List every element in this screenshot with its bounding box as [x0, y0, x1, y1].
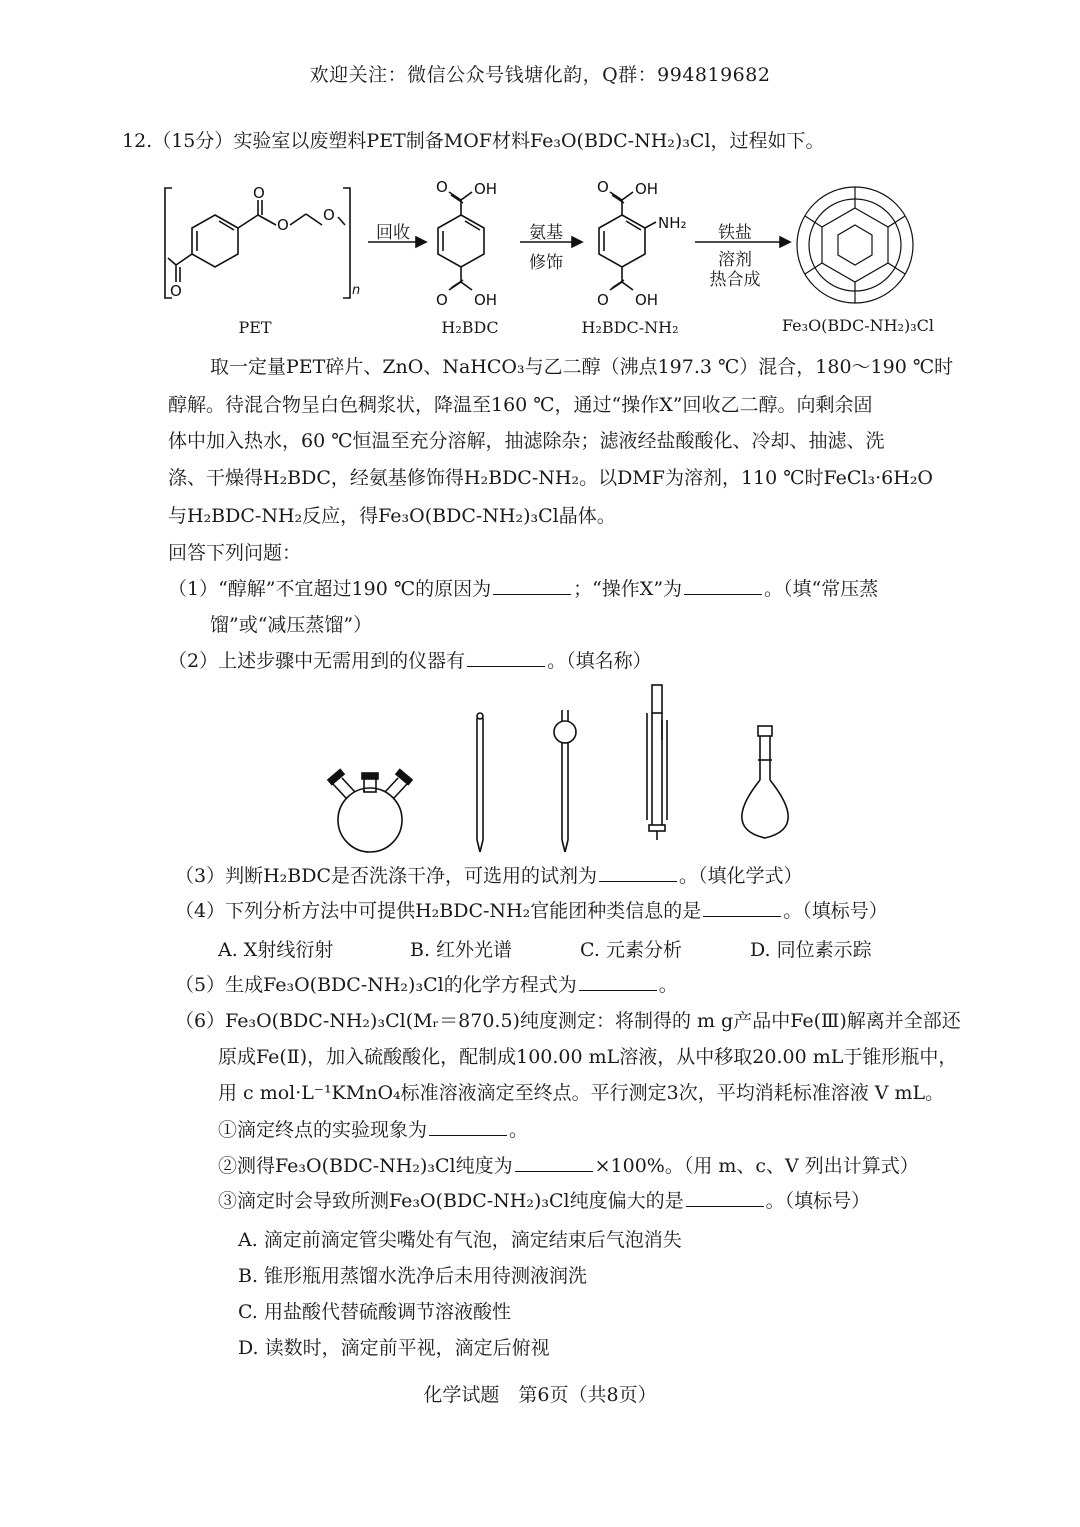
q6-sub3-text-b: 。（填标号）: [765, 1190, 871, 1212]
q6-sub1-blank[interactable]: [429, 1117, 507, 1136]
question-title: [122, 128, 825, 154]
paragraph-line-2: 醇解。待混合物呈白色稠浆状，降温至160 ℃，通过“操作X”回收乙二醇。向剩余固: [168, 394, 873, 416]
page-footer: 化学试题 第6页（共8页）: [423, 1384, 657, 1406]
q6-line-2: 原成Fe(Ⅱ)，加入硫酸酸化，配制成100.00 mL溶液，从中移取20.00 mL于锥形瓶中，: [218, 1046, 958, 1068]
q3-text-b: 。（填化学式）: [679, 865, 803, 887]
h2bdc-nh2-benzene-ring: [599, 215, 645, 267]
q2-blank[interactable]: [467, 648, 545, 667]
polymer-bracket-right: [343, 188, 350, 298]
q4-blank[interactable]: [703, 898, 781, 917]
label-mof: Fe₃O(BDC-NH₂)₃Cl: [781, 316, 935, 335]
q1-line-1: [168, 576, 878, 602]
question-intro: 实验室以废塑料PET制备MOF材料Fe₃O(BDC-NH₂)₃Cl，过程如下。: [233, 130, 825, 152]
atom-o: O: [277, 216, 289, 234]
q3-blank[interactable]: [599, 863, 677, 882]
q1-text-a: （1）“醇解”不宜超过190 ℃的原因为: [168, 578, 492, 600]
q6-line-3: 用 c mol·L⁻¹KMnO₄标准溶液滴定至终点。平行测定3次，平均消耗标准溶液 V mL。: [218, 1082, 945, 1104]
transfer-pipette-drawing: [554, 710, 576, 852]
q6-sub2-text-a: ②测得Fe₃O(BDC-NH₂)₃Cl纯度为: [218, 1155, 513, 1177]
measuring-pipette-drawing: [477, 713, 483, 852]
q4-option-d[interactable]: D. 同位素示踪: [750, 939, 872, 961]
q3-line: [175, 863, 803, 889]
q6-sub2-line: [218, 1153, 919, 1179]
label-h2bdc-nh2: H₂BDC-NH₂: [581, 318, 679, 337]
q6-option-d[interactable]: D. 读数时，滴定前平视，滴定后俯视: [238, 1337, 550, 1359]
q6-sub2-text-b: ×100%。（用 m、c、V 列出计算式）: [594, 1155, 919, 1177]
atom-o: O: [253, 184, 265, 202]
arrow2-label-top: 氨基: [529, 223, 563, 243]
q6-sub1-line: [218, 1117, 528, 1143]
atom-o: O: [170, 282, 182, 300]
q2-text-b: 。（填名称）: [547, 650, 652, 672]
pet-benzene-ring: [192, 215, 238, 267]
label-h2bdc: H₂BDC: [441, 318, 499, 337]
arrow3-label-top: 铁盐: [718, 223, 752, 243]
apparatus-row: [0, 680, 1080, 860]
arrow3-label-mid: 溶剂: [718, 250, 752, 270]
q6-option-c[interactable]: C. 用盐酸代替硫酸调节溶液酸性: [238, 1301, 511, 1323]
paragraph-line-3: 体中加入热水，60 ℃恒温至充分溶解，抽滤除杂；滤液经盐酸酸化、冷却、抽滤、洗: [168, 430, 885, 452]
three-neck-flask-drawing: [328, 770, 412, 852]
paragraph-line-1: 取一定量PET碎片、ZnO、NaHCO₃与乙二醇（沸点197.3 ℃）混合，180～190 ℃时: [210, 356, 954, 378]
q5-line: [175, 972, 678, 998]
q6-option-b[interactable]: B. 锥形瓶用蒸馏水洗净后未用待测液润洗: [238, 1265, 588, 1287]
arrow2-label-bottom: 修饰: [529, 253, 563, 273]
q1-text-c: 。（填“常压蒸: [764, 578, 879, 600]
q4-line: [175, 898, 888, 924]
atom-oh: OH: [474, 180, 498, 198]
q1-line-2: 馏”或“减压蒸馏”）: [210, 614, 373, 636]
q2-line: [168, 648, 652, 674]
q6-option-a[interactable]: A. 滴定前滴定管尖嘴处有气泡，滴定结束后气泡消失: [238, 1229, 682, 1251]
atom-o: O: [597, 178, 609, 196]
prompt: 回答下列问题：: [168, 542, 302, 564]
question-number: 12.: [122, 130, 153, 152]
h2bdc-benzene-ring: [438, 215, 484, 267]
q6-sub3-line: [218, 1188, 870, 1214]
header-banner: 欢迎关注：微信公众号钱塘化韵，Q群：994819682: [309, 64, 771, 86]
q6-sub3-text-a: ③滴定时会导致所测Fe₃O(BDC-NH₂)₃Cl纯度偏大的是: [218, 1190, 684, 1212]
q6-sub1-text-b: 。: [509, 1119, 529, 1141]
volumetric-flask-drawing: [742, 726, 788, 838]
question-points: （15分）: [152, 130, 234, 152]
q5-text-a: （5）生成Fe₃O(BDC-NH₂)₃Cl的化学方程式为: [175, 974, 577, 996]
atom-oh: OH: [635, 291, 659, 309]
atom-o: O: [436, 291, 448, 309]
q1-text-b: ；“操作X”为: [573, 578, 683, 600]
atom-oh: OH: [635, 180, 659, 198]
q1-blank-2[interactable]: [684, 576, 762, 595]
atom-o: O: [436, 178, 448, 196]
paragraph-line-4: 涤、干燥得H₂BDC，经氨基修饰得H₂BDC-NH₂。以DMF为溶剂，110 ℃时FeCl₃·6H₂O: [168, 467, 934, 489]
burette-drawing: [647, 685, 667, 840]
q5-text-b: 。: [658, 974, 678, 996]
atom-oh: OH: [474, 291, 498, 309]
q6-sub1-text-a: ①滴定终点的实验现象为: [218, 1119, 428, 1141]
atom-o: O: [597, 291, 609, 309]
q4-text-a: （4）下列分析方法中可提供H₂BDC-NH₂官能团种类信息的是: [175, 900, 702, 922]
atom-o: O: [323, 206, 335, 224]
q4-option-a[interactable]: A. X射线衍射: [218, 939, 334, 961]
q1-blank-1[interactable]: [493, 576, 571, 595]
q6-sub2-blank[interactable]: [515, 1153, 593, 1172]
arrow3-label-bottom: 热合成: [709, 270, 761, 290]
label-pet: PET: [238, 318, 272, 337]
atom-nh2: NH₂: [658, 214, 687, 232]
q5-blank[interactable]: [579, 972, 657, 991]
q6-sub3-blank[interactable]: [686, 1188, 764, 1207]
q4-option-c[interactable]: C. 元素分析: [580, 939, 682, 961]
q4-text-b: 。（填标号）: [783, 900, 888, 922]
q2-text-a: （2）上述步骤中无需用到的仪器有: [168, 650, 466, 672]
repeat-n: n: [352, 283, 361, 298]
mof-cage-drawing: [797, 187, 913, 303]
arrow1-label: 回收: [376, 223, 410, 243]
q6-line-1: （6）Fe₃O(BDC-NH₂)₃Cl(Mᵣ＝870.5)纯度测定：将制得的 m g产品中Fe(Ⅲ)解离并全部还: [175, 1010, 961, 1032]
q4-option-b[interactable]: B. 红外光谱: [410, 939, 513, 961]
paragraph-line-5: 与H₂BDC-NH₂反应，得Fe₃O(BDC-NH₂)₃Cl晶体。: [168, 505, 616, 527]
q3-text-a: （3）判断H₂BDC是否洗涤干净，可选用的试剂为: [175, 865, 598, 887]
